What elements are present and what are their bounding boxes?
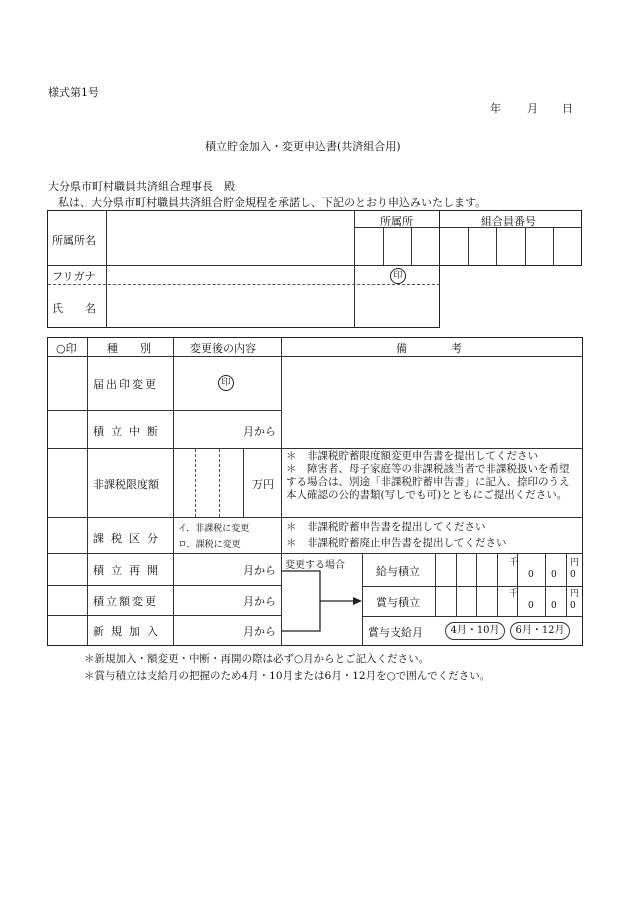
- header-remarks: 備 考: [396, 342, 462, 355]
- dept-code-label: 所属所: [380, 215, 413, 228]
- bonus-zero-3: 0: [570, 601, 576, 611]
- dept-name-label: 所属所名: [52, 234, 96, 247]
- footer-note-2: ＊賞与積立は支給月の把握のため4月・10月または6月・12月を○で囲んでください。: [84, 670, 491, 682]
- seal-change-seal-icon: 印: [218, 375, 234, 391]
- bonus-zero-2: 0: [551, 601, 557, 611]
- furigana-label: フリガナ: [52, 270, 96, 283]
- change-case-label: 変更する場合: [285, 560, 345, 571]
- row-amount-change: 積立額変更: [93, 595, 158, 608]
- bonus-option-jun-dec[interactable]: 6月・12月: [510, 622, 570, 640]
- date-day: 日: [562, 102, 573, 115]
- salary-zero-2: 0: [551, 570, 557, 580]
- salary-saving-label: 給与積立: [376, 565, 420, 578]
- bonus-zero-1: 0: [528, 601, 534, 611]
- amount-change-from-month: 月から: [243, 595, 276, 608]
- suspend-from-month: 月から: [243, 425, 276, 438]
- header-mark: ○印: [56, 342, 77, 355]
- date-month: 月: [527, 102, 538, 115]
- tax-option-1: イ．非課税に変更: [178, 524, 250, 534]
- row-tax-class: 課税区分: [93, 532, 165, 545]
- header-type: 種 別: [107, 342, 151, 355]
- bonus-month-label: 賞与支給月: [368, 626, 423, 639]
- bonus-option-apr-oct[interactable]: 4月・10月: [445, 622, 505, 640]
- intro-text: 私は、大分県市町村職員共済組合貯金規程を承諾し、下記のとおり申込みいたします。: [58, 196, 487, 209]
- tax-free-man-yen: 万円: [252, 478, 274, 491]
- salary-zero-1: 0: [528, 570, 534, 580]
- row-suspend: 積立中断: [93, 425, 165, 438]
- salary-sen: 千: [509, 558, 519, 568]
- salary-yen: 円: [570, 558, 580, 568]
- bonus-sen: 千: [509, 589, 519, 599]
- form-number: 様式第1号: [48, 86, 99, 99]
- tax-class-note-2: ＊ 非課税貯蓄廃止申告書を提出してください: [286, 537, 507, 549]
- member-number-label: 組合員番号: [481, 215, 536, 228]
- new-join-from-month: 月から: [243, 625, 276, 638]
- tax-free-note: ＊ 非課税貯蓄限度額変更申告書を提出してください ＊ 障害者、母子家庭等の非課税該当者で非課税扱いを希望する場合は、別途「非課税貯蓄申告書」に記入、捺印のうえ本人確認の公的書類(写しでも可)とともにご提出ください。: [286, 450, 570, 501]
- bonus-yen: 円: [570, 589, 580, 599]
- row-new-join: 新規加入: [93, 625, 165, 638]
- row-seal-change: 届出印変更: [93, 378, 158, 391]
- row-tax-free: 非課税限度額: [93, 478, 159, 491]
- footer-note-1: ＊新規加入・額変更・中断・再開の際は必ず○月からとご記入ください。: [84, 653, 430, 665]
- tax-option-2: ロ．課税に変更: [178, 540, 241, 550]
- name-label: 氏 名: [52, 302, 96, 315]
- tax-class-note-1: ＊ 非課税貯蓄申告書を提出してください: [286, 521, 486, 533]
- addressee: 大分県市町村職員共済組合理事長 殿: [48, 180, 235, 193]
- salary-zero-3: 0: [570, 570, 576, 580]
- date-year: 年: [490, 102, 501, 115]
- resume-from-month: 月から: [243, 564, 276, 577]
- bonus-saving-label: 賞与積立: [376, 596, 420, 609]
- header-after: 変更後の内容: [190, 342, 256, 355]
- form-title: 積立貯金加入・変更申込書(共済組合用): [205, 140, 401, 153]
- row-resume: 積立再開: [93, 564, 165, 577]
- applicant-seal-icon: 印: [390, 268, 406, 284]
- change-arrow: [280, 565, 370, 645]
